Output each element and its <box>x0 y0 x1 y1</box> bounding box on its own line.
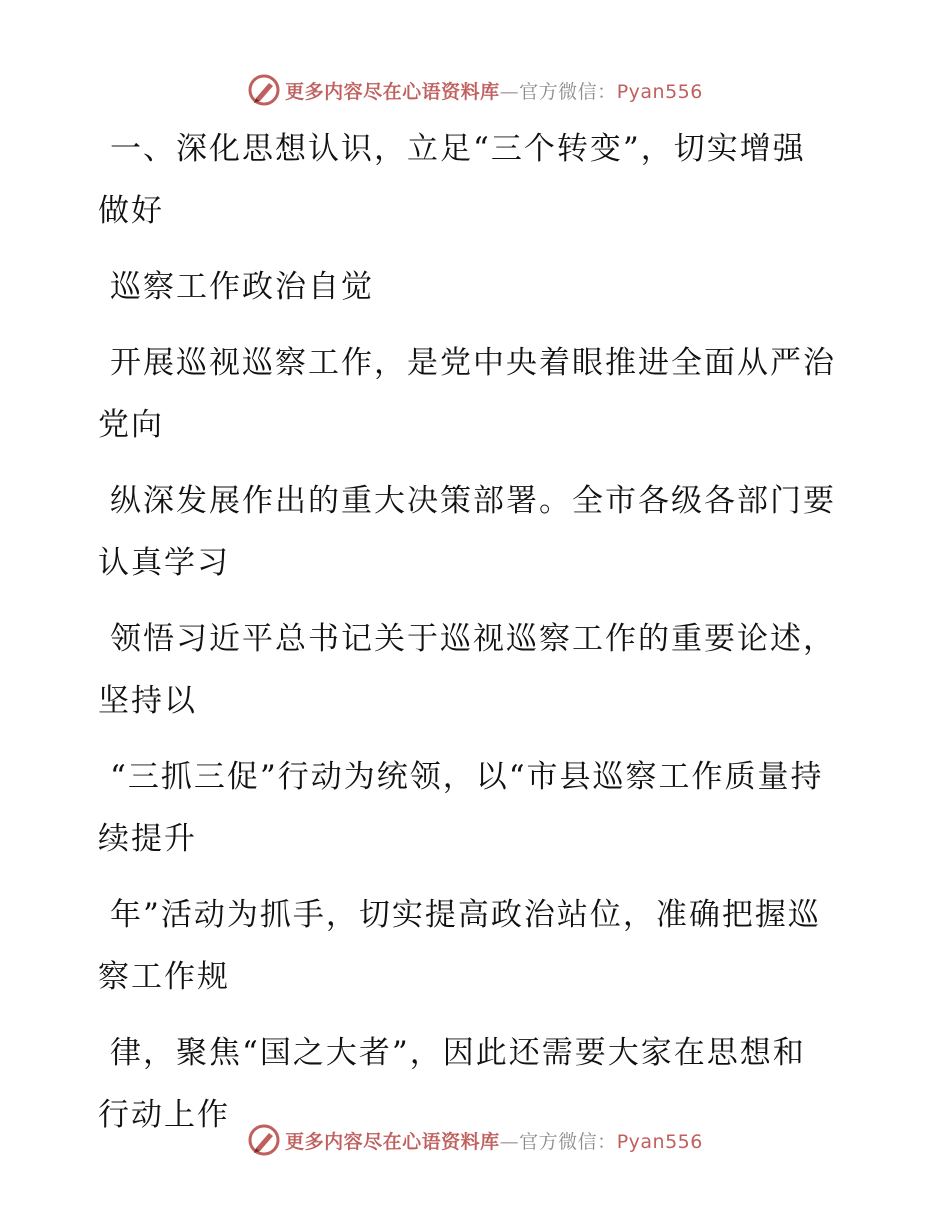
paragraph: 律，聚焦“国之大者”，因此还需要大家在思想和行动上作 <box>98 1035 806 1133</box>
pen-logo-icon <box>247 73 281 107</box>
paragraph: “三抓三促”行动为统领，以“市县巡察工作质量持续提升 <box>98 759 824 857</box>
watermark-dash: — <box>499 1130 520 1153</box>
watermark-id: Pyan556 <box>616 1130 703 1153</box>
pen-logo-icon <box>247 1123 281 1157</box>
watermark-text <box>285 1127 703 1154</box>
paragraph: 开展巡视巡察工作，是党中央着眼推进全面从严治党向 <box>98 345 836 443</box>
watermark-footer <box>0 1118 950 1162</box>
document-body <box>98 118 838 1160</box>
paragraph: 领悟习近平总书记关于巡视巡察工作的重要论述，坚持以 <box>98 621 836 719</box>
paragraph: 一、深化思想认识，立足“三个转变”，切实增强做好 <box>98 131 806 229</box>
watermark-header <box>0 68 950 112</box>
watermark-text <box>285 77 703 104</box>
watermark-label: 官方微信： <box>519 1130 617 1153</box>
watermark-brand: 更多内容尽在心语资料库 <box>285 80 500 103</box>
watermark-label: 官方微信： <box>519 80 617 103</box>
watermark-brand: 更多内容尽在心语资料库 <box>285 1130 500 1153</box>
paragraph: 纵深发展作出的重大决策部署。全市各级各部门要认真学习 <box>98 483 836 581</box>
paragraph: 年”活动为抓手，切实提高政治站位，准确把握巡察工作规 <box>98 897 821 995</box>
paragraph: 巡察工作政治自觉 <box>110 269 374 305</box>
watermark-dash: — <box>499 80 520 103</box>
watermark-id: Pyan556 <box>616 80 703 103</box>
